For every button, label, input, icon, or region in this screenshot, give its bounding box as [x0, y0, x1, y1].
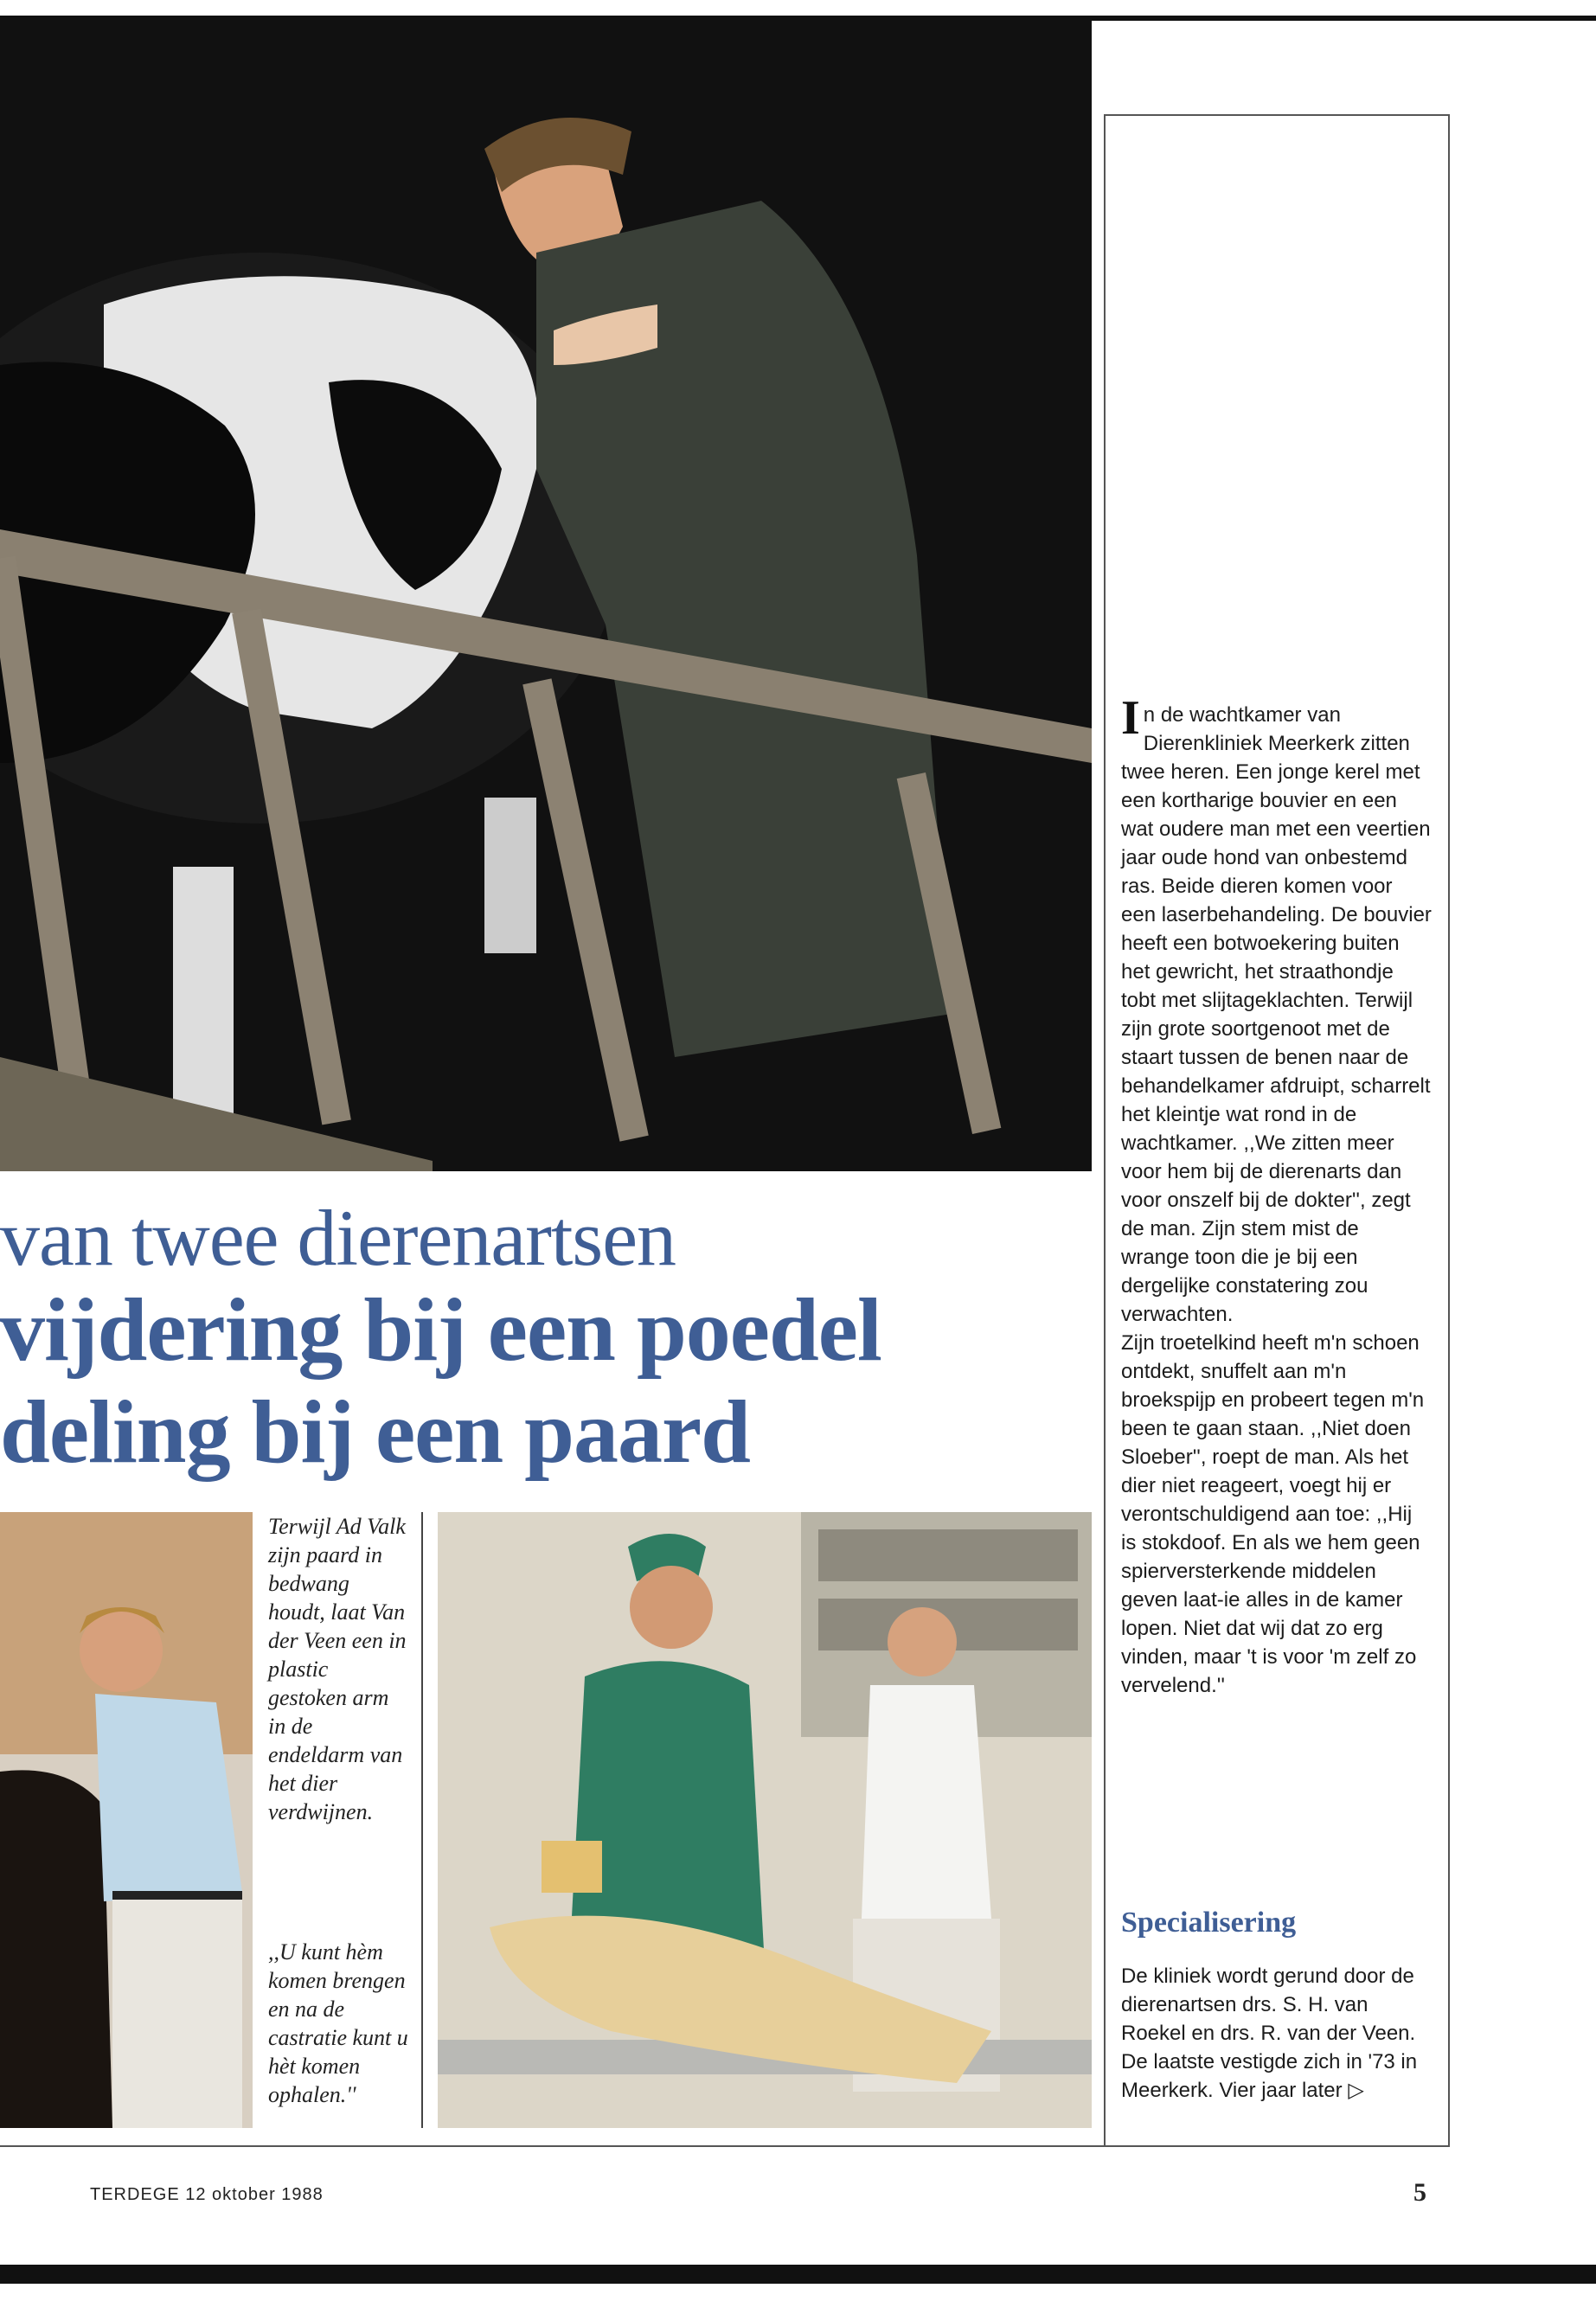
- photo-vet-examining-cow: [0, 19, 1092, 1171]
- headline-line-3: deling bij een paard: [0, 1382, 750, 1482]
- column-box-top-rule: [1104, 114, 1450, 116]
- article-column-continued: [1121, 1962, 1433, 2105]
- caption-quote: ,,U kunt hèm komen brengen en na de castratie kunt u hèt komen ophalen.'': [268, 1939, 408, 2107]
- footer-publication: TERDEGE 12 oktober 1988: [90, 2185, 324, 2204]
- section-subheading: Specialisering: [1121, 1907, 1297, 1939]
- article-paragraph-3-text: De kliniek wordt gerund door de dierenartsen drs. S. H. van Roekel en drs. R. van der Veen. De laatste vestigde zich in '73 in Meerkerk. Vier jaar later: [1121, 1965, 1418, 2102]
- photo-vet-with-horse: [0, 1512, 253, 2128]
- column-box-right-rule: [1448, 114, 1450, 2147]
- headline-line-1: van twee dierenartsen: [0, 1194, 676, 1282]
- article-paragraph-3: [1121, 1962, 1433, 2105]
- drop-cap: I: [1121, 691, 1140, 745]
- photo-vets-with-poodle: [438, 1512, 1092, 2128]
- article-intro: [1121, 691, 1433, 1329]
- article-intro-text: n de wachtkamer van Dierenkliniek Meerkerk zitten twee heren. Een jonge kerel met een kortharige bouvier en een wat oudere man met een veertien jaar oude hond van onbestemd ras. Beide dieren komen voor een laserbehandeling. De bouvier heeft een botwoekering buiten het gewricht, het straathondje tobt met slijtageklachten. Terwijl zijn grote soortgenoot met de staart tussen de benen naar de behandelkamer afdruipt, scharrelt het kleintje wat rond in de wachtkamer. ,,We zitten meer voor hem bij de dierenarts dan voor onszelf bij de dokter'', zegt de man. Zijn stem mist de wrange toon die je bij een dergelijke constatering zou verwachten.: [1121, 703, 1432, 1326]
- page-number: 5: [1413, 2178, 1426, 2207]
- headline-line-2: vijdering bij een poedel: [0, 1280, 881, 1380]
- bottom-band: [0, 2265, 1596, 2284]
- column-box-left-rule: [1104, 114, 1106, 2147]
- article-column: [1121, 691, 1433, 1700]
- continue-arrow-icon: ▷: [1348, 2079, 1364, 2102]
- page-bottom-rule: [0, 2145, 1450, 2147]
- article-paragraph-2: Zijn troetelkind heeft m'n schoen ontdekt, snuffelt aan m'n broekspijp en probeert tegen m'n been te gaan staan. ,,Niet doen Sloeber'', roept de man. Als het dier niet reageert, voegt hij er verontschuldigend aan toe: ,,Hij is stokdoof. En als we hem geen spierversterkende middelen geven laat-ie alles in de kamer lopen. Niet dat wij dat zo erg vinden, maar 't is voor 'm zelf zo vervelend.'': [1121, 1331, 1425, 1697]
- caption-divider: [421, 1512, 423, 2128]
- caption-horse-photo: Terwijl Ad Valk zijn paard in bedwang houdt, laat Van der Veen een in plastic gestoken arm in de endeldarm van het dier verdwijnen.: [268, 1514, 407, 1824]
